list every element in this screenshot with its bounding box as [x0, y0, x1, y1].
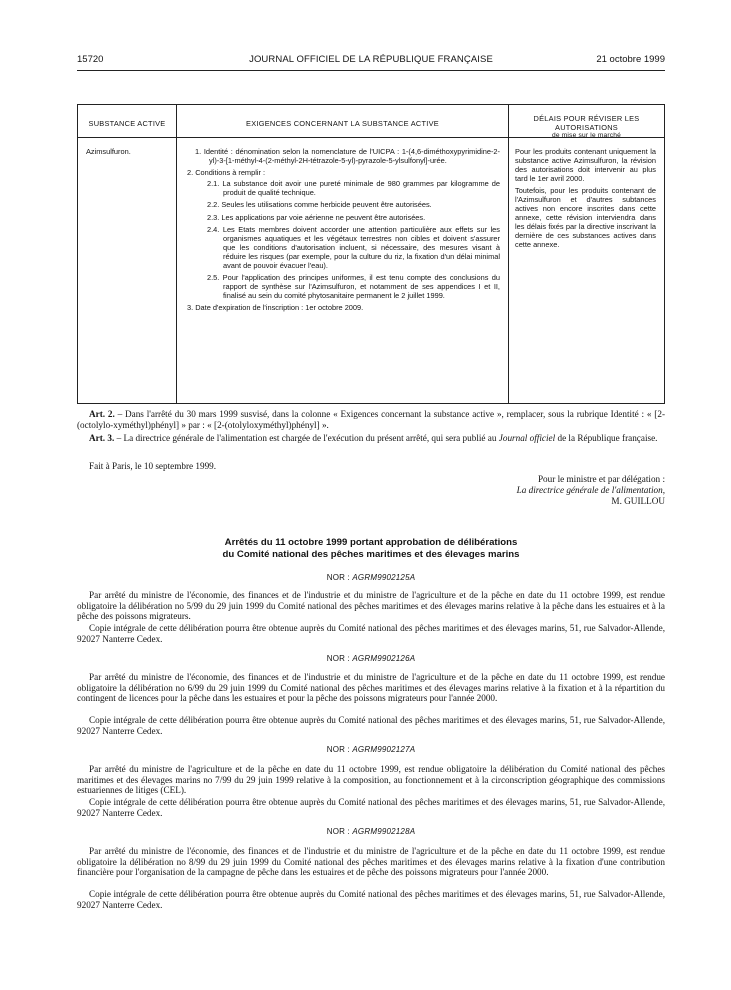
- section-title-line-1: Arrêtés du 11 octobre 1999 portant approbation de délibérations: [224, 537, 518, 548]
- delais-paragraph-2: Toutefois, pour les produits contenant de l'Azimsulfuron et d'autres subtances actives non encore inscrites dans cette annexe, cette révision interviendra dans les délais fixés par la directive inscrivant la dernière de ces substances actives dans cette annexe.: [515, 185, 656, 250]
- nor-value: AGRM9902125A: [352, 573, 416, 582]
- decree-2-text: Par arrêté du ministre de l'économie, des finances et de l'industrie et du ministre de l'agriculture et de la pêche en date du 11 octobre 1999, est rendue obligatoire la délibération no 6/99 du 29 juin 1999 du Comité national des pêches maritimes et des élevages marins relative à la fixation et à la répartition du contingent de licences pour la pêche dans les estuaires et pour la pêche des poissons migrateurs pour l'année 2000.: [77, 672, 665, 704]
- header-delais-sublabel: de mise sur le marché: [551, 132, 622, 139]
- decree-1-text: Par arrêté du ministre de l'économie, des finances et de l'industrie et du ministre de l'agriculture et de la pêche en date du 11 octobre 1999, est rendue obligatoire la délibération no 5/99 du 29 juin 1999 du Comité national des pêches maritimes et des élevages marins relative à la pêche dans les estuaires et à la pêche des poissons migrateurs.: [77, 590, 665, 622]
- nor-label: NOR :: [326, 573, 350, 582]
- decree-3-text: Par arrêté du ministre de l'agriculture et de la pêche en date du 11 octobre 1999, est rendue obligatoire la délibération du Comité national des pêches maritimes et des élevages marins no 7/99 du 29 juin 1999 relative à la composition, au fonctionnement et à la circonscription géographique des commissions estuariennes de litiges (CEL).: [77, 764, 665, 796]
- header-rule: [77, 70, 665, 71]
- signature-block: [380, 474, 665, 506]
- exigence-2-4: 2.4. Les Etats membres doivent accorder une attention particulière aux effets sur les organismes aquatiques et les végétaux terrestres non cibles et doivent s'assurer que les conditions d'autorisation incluent, si nécessaire, des mesures visant à réduire les risques (par exemple, pour la culture du riz, la fixation d'un délai minimal avant de pouvoir évacuer l'eau).: [207, 224, 500, 271]
- decree-3-copy: Copie intégrale de cette délibération pourra être obtenue auprès du Comité national des pêches maritimes et des élevages marins, 51, rue Salvador-Allende, 92027 Nanterre Cedex.: [77, 797, 665, 818]
- exigence-identite: 1. Identité : dénomination selon la nomenclature de l'UICPA : 1-(4,6-diméthoxypyrimidine-2-yl)-3-[1-méthyl-4-(2-méthyl-2H-tétrazole-5-yl)-pyrazole-5-ylsulfonyl]-urée.: [195, 147, 500, 166]
- nor-value: AGRM9902127A: [352, 745, 416, 754]
- nor-value: AGRM9902128A: [352, 827, 416, 836]
- decree-4-text: Par arrêté du ministre de l'économie, des finances et de l'industrie et du ministre de l'agriculture et de la pêche en date du 11 octobre 1999, est rendue obligatoire la délibération no 8/99 du 29 juin 1999 du Comité national des pêches maritimes et des élevages marins relative à la fixation d'une contribution financière pour l'organisation de la campagne de pêche dans les estuaires et de pêche des poissons migrateurs pour l'année 2000.: [77, 846, 665, 878]
- article-3-journal: Journal officiel: [498, 433, 556, 443]
- exigence-2-3: 2.3. Les applications par voie aérienne ne peuvent être autorisées.: [207, 212, 426, 222]
- header-exigences: [177, 105, 508, 138]
- section-title: [77, 537, 665, 560]
- substance-table: [77, 104, 665, 404]
- signature-line-1: Pour le ministre et par délégation :: [537, 474, 665, 484]
- nor-label: NOR :: [326, 827, 350, 836]
- nor-4: [77, 827, 665, 836]
- header-substance: [78, 105, 176, 138]
- article-2-label: Art. 2.: [89, 409, 115, 419]
- nor-1: [77, 573, 665, 582]
- article-3-text: – La directrice générale de l'alimentation est chargée de l'exécution du présent arrêté, qui sera publié au: [114, 433, 499, 443]
- article-2: [77, 409, 665, 430]
- article-2-text: – Dans l'arrêté du 30 mars 1999 susvisé, dans la colonne « Exigences concernant la substance active », remplacer, sous la rubrique Identité : « [2-(octolylo-xyméthyl)phényl] » par : « [2-(otolyloxyméthyl)phényl] ».: [77, 409, 665, 430]
- nor-2: [77, 654, 665, 663]
- article-3-end: de la République française.: [555, 433, 658, 443]
- exigence-2-5: 2.5. Pour l'application des principes uniformes, il est tenu compte des conclusions du rapport de synthèse sur l'Azimsulfuron, et notamment de ses appendices I et II, finalisé au sein du comité phytosanitaire permanent le 2 juillet 1999.: [207, 273, 500, 301]
- nor-3: [77, 745, 665, 754]
- journal-title: JOURNAL OFFICIEL DE LA RÉPUBLIQUE FRANÇAISE: [249, 54, 493, 65]
- nor-label: NOR :: [326, 745, 350, 754]
- exigence-expiration: 3. Date d'expiration de l'inscription : 1er octobre 2009.: [187, 303, 364, 313]
- nor-label: NOR :: [326, 654, 350, 663]
- cell-delais: [509, 147, 664, 252]
- page-number: 15720: [77, 54, 104, 65]
- decree-1-copy: Copie intégrale de cette délibération pourra être obtenue auprès du Comité national des pêches maritimes et des élevages marins, 51, rue Salvador-Allende, 92027 Nanterre Cedex.: [77, 623, 665, 644]
- delais-paragraph-1: Pour les produits contenant uniquement la substance active Azimsulfuron, la révision des autorisations doit intervenir au plus tard le 1er avril 2000.: [515, 147, 656, 184]
- section-title-line-2: du Comité national des pêches maritimes et des élevages marins: [222, 548, 520, 560]
- decree-2-copy: Copie intégrale de cette délibération pourra être obtenue auprès du Comité national des pêches maritimes et des élevages marins, 51, rue Salvador-Allende, 92027 Nanterre Cedex.: [77, 715, 665, 736]
- cell-exigences: [177, 147, 508, 315]
- signature-line-2: La directrice générale de l'alimentation,: [516, 484, 665, 495]
- signature-name: M. GUILLOU: [611, 495, 665, 506]
- exigence-2-1: 2.1. La substance doit avoir une pureté minimale de 980 grammes par kilogramme de produit de qualité technique.: [207, 179, 500, 198]
- header-exigences-label: EXIGENCES CONCERNANT LA SUBSTANCE ACTIVE: [246, 119, 439, 128]
- issue-date: 21 octobre 1999: [596, 54, 665, 65]
- article-3: [77, 433, 665, 444]
- cell-substance: [78, 147, 176, 156]
- header-delais: [509, 105, 664, 138]
- exigence-2-2: 2.2. Seules les utilisations comme herbicide peuvent être autorisées.: [207, 200, 432, 210]
- header-substance-label: SUBSTANCE ACTIVE: [88, 119, 166, 128]
- column-substance: [78, 105, 177, 403]
- decree-4-copy: Copie intégrale de cette délibération pourra être obtenue auprès du Comité national des pêches maritimes et des élevages marins, 51, rue Salvador-Allende, 92027 Nanterre Cedex.: [77, 889, 665, 910]
- nor-value: AGRM9902126A: [352, 654, 416, 663]
- article-3-label: Art. 3.: [89, 433, 115, 443]
- page-header: [77, 54, 665, 68]
- column-delais: [509, 105, 664, 403]
- header-delais-label: DÉLAIS POUR RÉVISER LES AUTORISATIONS: [533, 114, 640, 132]
- column-exigences: [177, 105, 509, 403]
- exigence-conditions: 2. Conditions à remplir :: [187, 167, 266, 177]
- substance-name: Azimsulfuron.: [86, 147, 131, 156]
- fait-a-paris: Fait à Paris, le 10 septembre 1999.: [89, 461, 217, 471]
